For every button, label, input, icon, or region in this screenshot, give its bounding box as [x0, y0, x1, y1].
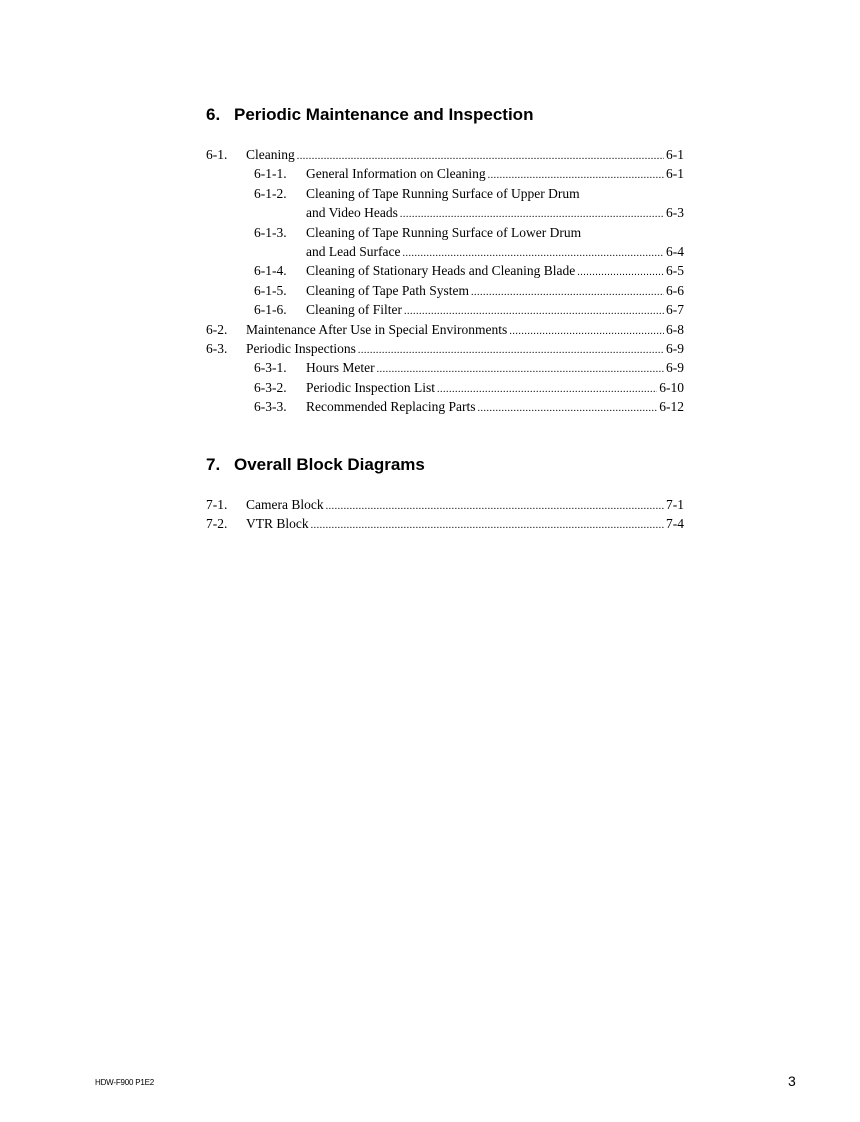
toc-entry-6-1-3[interactable]	[206, 223, 684, 242]
entry-number: 6-3-3.	[254, 399, 287, 415]
entry-number: 6-1-5.	[254, 282, 287, 298]
entry-page: 6-9	[666, 360, 684, 376]
dot-leader	[358, 341, 664, 360]
chapter-title: Periodic Maintenance and Inspection	[234, 105, 534, 124]
entry-title: VTR Block	[246, 516, 309, 532]
chapter-6	[206, 104, 684, 416]
entry-page: 7-4	[666, 516, 684, 532]
entry-number: 6-1-1.	[254, 166, 287, 182]
entry-page: 6-7	[666, 302, 684, 318]
toc-entry-6-3-2[interactable]	[206, 378, 684, 397]
entry-page: 6-4	[666, 243, 684, 259]
entry-number: 6-1-2.	[254, 185, 287, 201]
dot-leader	[326, 497, 664, 516]
footer-model-code: HDW-F900 P1E2	[95, 1078, 155, 1087]
toc-entry-6-3[interactable]	[206, 339, 684, 358]
footer-page-number: 3	[788, 1073, 796, 1089]
entry-number: 6-3.	[206, 340, 228, 356]
entry-title: Hours Meter	[306, 360, 375, 376]
entry-page: 6-1	[666, 166, 684, 182]
dot-leader	[577, 263, 664, 282]
entry-title: Cleaning	[246, 147, 295, 162]
entry-page: 6-8	[666, 321, 684, 337]
entry-number: 6-3-1.	[254, 360, 287, 376]
entry-page: 6-1	[666, 147, 684, 162]
entry-page: 6-10	[659, 379, 684, 395]
toc-entry-6-1-2-cont[interactable]	[206, 203, 684, 222]
toc-list	[206, 495, 684, 534]
toc-entry-6-1-4[interactable]	[206, 261, 684, 280]
entry-title-line2: and Video Heads	[306, 205, 398, 221]
dot-leader	[471, 283, 664, 302]
dot-leader	[509, 322, 664, 341]
entry-number: 6-1-3.	[254, 224, 287, 240]
entry-number: 6-2.	[206, 321, 228, 337]
chapter-title: Overall Block Diagrams	[234, 455, 425, 474]
entry-page: 7-1	[666, 497, 684, 512]
chapter-7	[206, 454, 684, 534]
entry-title: Cleaning of Filter	[306, 302, 402, 318]
entry-title-line2: and Lead Surface	[306, 243, 401, 259]
entry-title: Maintenance After Use in Special Environments	[246, 321, 508, 337]
entry-page: 6-3	[666, 205, 684, 221]
entry-number: 7-2.	[206, 516, 228, 532]
entry-title-line1: Cleaning of Tape Running Surface of Lower Drum	[306, 224, 582, 240]
entry-title: Cleaning of Stationary Heads and Cleaning Blade	[306, 263, 576, 279]
dot-leader	[477, 399, 657, 418]
chapter-number: 6.	[206, 105, 221, 124]
entry-number: 6-1-6.	[254, 302, 287, 318]
entry-title-line1: Cleaning of Tape Running Surface of Upper Drum	[306, 185, 580, 201]
entry-title: Recommended Replacing Parts	[306, 399, 476, 415]
toc-entry-6-1-6[interactable]	[206, 300, 684, 319]
entry-title: Periodic Inspections	[246, 340, 356, 356]
entry-title: Cleaning of Tape Path System	[306, 282, 470, 298]
toc-entry-6-3-3[interactable]	[206, 397, 684, 416]
entry-title: Periodic Inspection List	[306, 379, 435, 395]
entry-page: 6-9	[666, 340, 684, 356]
entry-page: 6-5	[666, 263, 684, 279]
toc-entry-7-1[interactable]	[206, 495, 684, 514]
entry-title: General Information on Cleaning	[306, 166, 486, 182]
toc-entry-6-1[interactable]	[206, 145, 684, 164]
chapter-6-heading	[206, 104, 684, 126]
toc-entry-7-2[interactable]	[206, 514, 684, 533]
entry-title: Camera Block	[246, 497, 324, 512]
chapter-7-heading	[206, 454, 684, 476]
entry-number: 6-1-4.	[254, 263, 287, 279]
toc-entry-6-1-3-cont[interactable]	[206, 242, 684, 261]
toc-entry-6-1-5[interactable]	[206, 281, 684, 300]
toc-list	[206, 145, 684, 416]
chapter-number: 7.	[206, 455, 221, 474]
entry-number: 7-1.	[206, 497, 228, 512]
entry-number: 6-3-2.	[254, 379, 287, 395]
toc-entry-6-1-2[interactable]	[206, 184, 684, 203]
entry-page: 6-12	[659, 399, 684, 415]
dot-leader	[311, 516, 664, 535]
toc-entry-6-3-1[interactable]	[206, 358, 684, 377]
entry-number: 6-1.	[206, 147, 228, 162]
toc-entry-6-1-1[interactable]	[206, 164, 684, 183]
entry-page: 6-6	[666, 282, 684, 298]
toc-entry-6-2[interactable]	[206, 320, 684, 339]
